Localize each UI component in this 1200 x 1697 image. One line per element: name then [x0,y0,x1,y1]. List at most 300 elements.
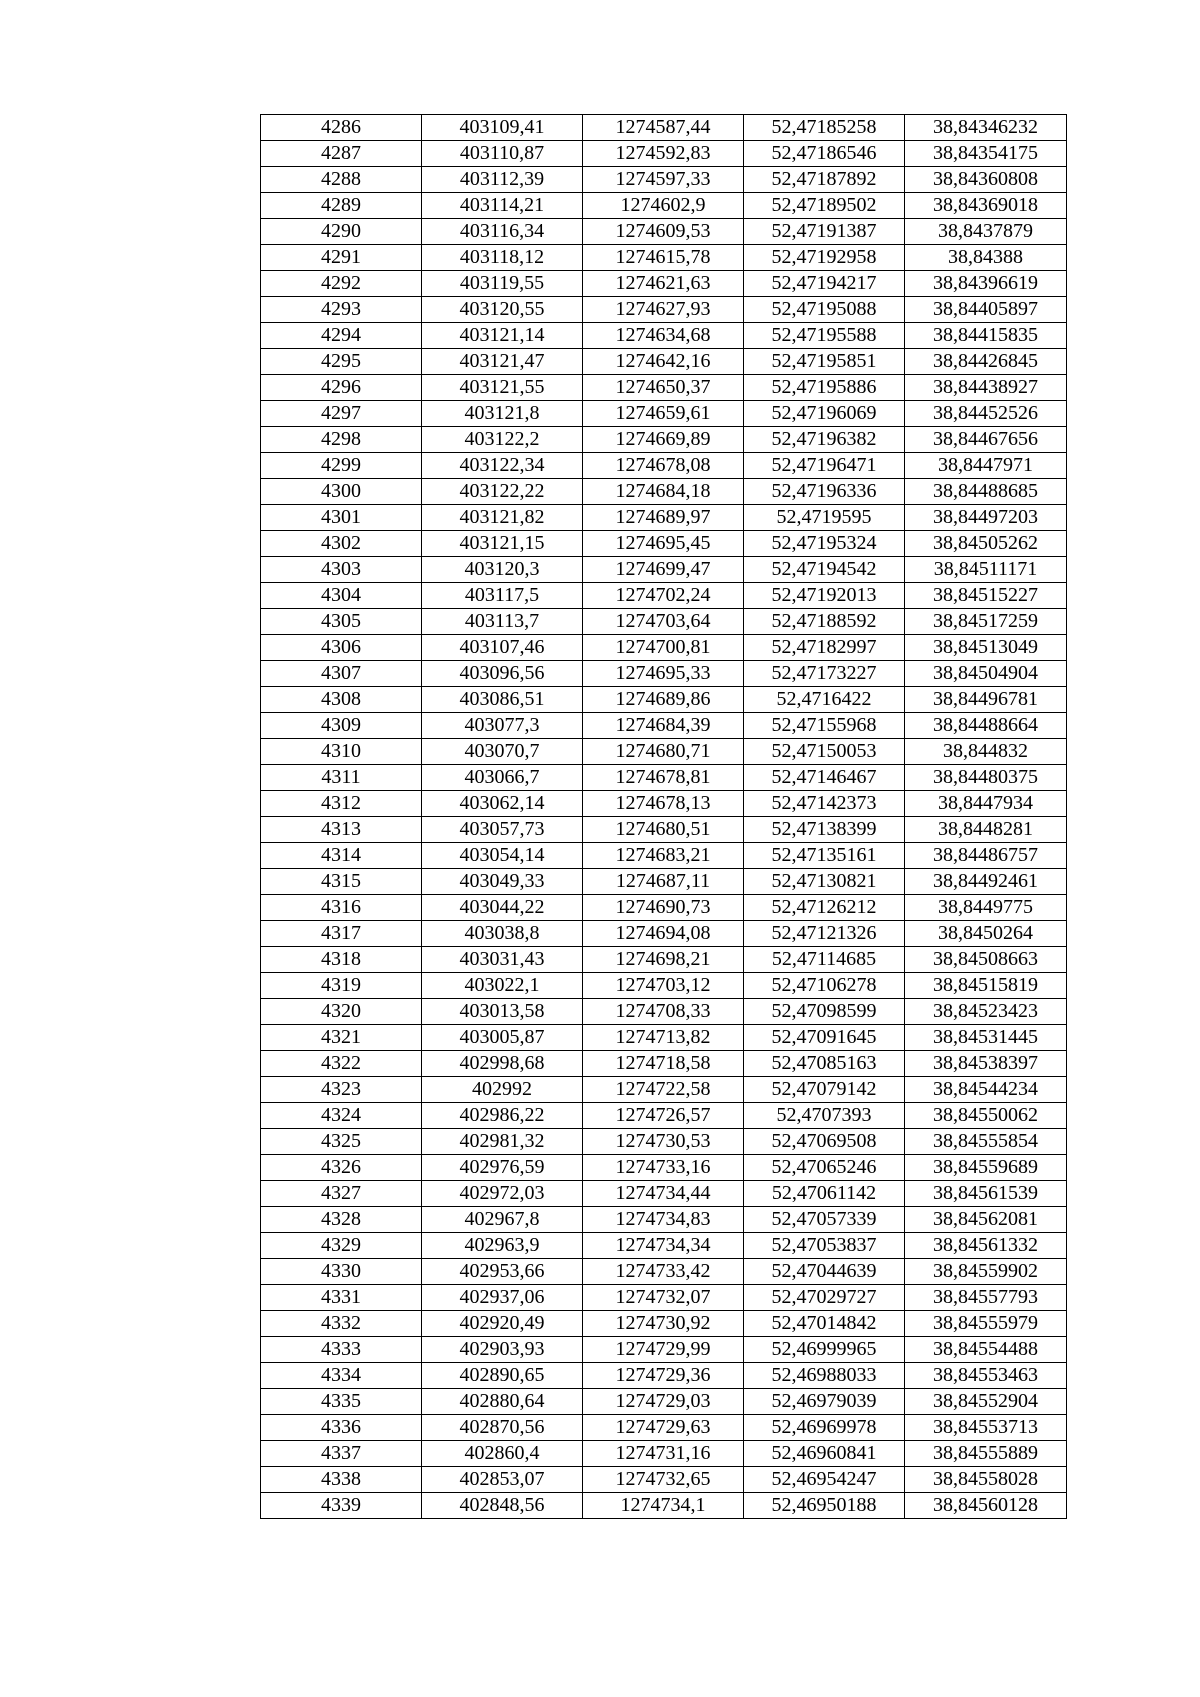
x-coordinate-cell: 402848,56 [422,1493,583,1519]
table-row [261,1415,1067,1441]
table-row [261,193,1067,219]
latitude-cell: 52,47188592 [744,609,905,635]
longitude-cell: 38,84511171 [905,557,1067,583]
latitude-cell: 52,4719595 [744,505,905,531]
point-number-cell: 4327 [261,1181,422,1207]
y-coordinate-cell: 1274683,21 [583,843,744,869]
latitude-cell: 52,47194217 [744,271,905,297]
table-row [261,869,1067,895]
point-number-cell: 4320 [261,999,422,1025]
point-number-cell: 4336 [261,1415,422,1441]
latitude-cell: 52,47195324 [744,531,905,557]
point-number-cell: 4333 [261,1337,422,1363]
table-row [261,1129,1067,1155]
table-row [261,1155,1067,1181]
point-number-cell: 4324 [261,1103,422,1129]
longitude-cell: 38,84438927 [905,375,1067,401]
point-number-cell: 4298 [261,427,422,453]
y-coordinate-cell: 1274730,92 [583,1311,744,1337]
point-number-cell: 4290 [261,219,422,245]
y-coordinate-cell: 1274722,58 [583,1077,744,1103]
longitude-cell: 38,84354175 [905,141,1067,167]
point-number-cell: 4325 [261,1129,422,1155]
x-coordinate-cell: 402880,64 [422,1389,583,1415]
latitude-cell: 52,47187892 [744,167,905,193]
y-coordinate-cell: 1274732,65 [583,1467,744,1493]
longitude-cell: 38,84558028 [905,1467,1067,1493]
y-coordinate-cell: 1274694,08 [583,921,744,947]
x-coordinate-cell: 403121,14 [422,323,583,349]
longitude-cell: 38,84553463 [905,1363,1067,1389]
longitude-cell: 38,84346232 [905,115,1067,141]
table-row [261,765,1067,791]
longitude-cell: 38,84405897 [905,297,1067,323]
x-coordinate-cell: 403122,22 [422,479,583,505]
table-row [261,635,1067,661]
table-row [261,1363,1067,1389]
table-row [261,1337,1067,1363]
x-coordinate-cell: 402903,93 [422,1337,583,1363]
y-coordinate-cell: 1274730,53 [583,1129,744,1155]
x-coordinate-cell: 402967,8 [422,1207,583,1233]
x-coordinate-cell: 403121,82 [422,505,583,531]
longitude-cell: 38,84452526 [905,401,1067,427]
latitude-cell: 52,47085163 [744,1051,905,1077]
table-row [261,817,1067,843]
table-row [261,323,1067,349]
x-coordinate-cell: 402998,68 [422,1051,583,1077]
coordinates-table-body [261,115,1067,1519]
point-number-cell: 4306 [261,635,422,661]
table-row [261,713,1067,739]
latitude-cell: 52,47196069 [744,401,905,427]
point-number-cell: 4307 [261,661,422,687]
point-number-cell: 4318 [261,947,422,973]
y-coordinate-cell: 1274680,51 [583,817,744,843]
x-coordinate-cell: 403022,1 [422,973,583,999]
x-coordinate-cell: 402870,56 [422,1415,583,1441]
longitude-cell: 38,8450264 [905,921,1067,947]
longitude-cell: 38,84559689 [905,1155,1067,1181]
x-coordinate-cell: 403005,87 [422,1025,583,1051]
y-coordinate-cell: 1274732,07 [583,1285,744,1311]
point-number-cell: 4331 [261,1285,422,1311]
latitude-cell: 52,47079142 [744,1077,905,1103]
point-number-cell: 4335 [261,1389,422,1415]
table-row [261,739,1067,765]
y-coordinate-cell: 1274650,37 [583,375,744,401]
latitude-cell: 52,47196382 [744,427,905,453]
point-number-cell: 4338 [261,1467,422,1493]
longitude-cell: 38,84561539 [905,1181,1067,1207]
x-coordinate-cell: 403049,33 [422,869,583,895]
latitude-cell: 52,47044639 [744,1259,905,1285]
longitude-cell: 38,84552904 [905,1389,1067,1415]
point-number-cell: 4328 [261,1207,422,1233]
latitude-cell: 52,47142373 [744,791,905,817]
point-number-cell: 4326 [261,1155,422,1181]
table-row [261,1025,1067,1051]
latitude-cell: 52,47196336 [744,479,905,505]
longitude-cell: 38,84492461 [905,869,1067,895]
latitude-cell: 52,47065246 [744,1155,905,1181]
x-coordinate-cell: 402986,22 [422,1103,583,1129]
point-number-cell: 4296 [261,375,422,401]
point-number-cell: 4309 [261,713,422,739]
latitude-cell: 52,47189502 [744,193,905,219]
table-row [261,583,1067,609]
latitude-cell: 52,47014842 [744,1311,905,1337]
point-number-cell: 4315 [261,869,422,895]
y-coordinate-cell: 1274734,1 [583,1493,744,1519]
x-coordinate-cell: 402920,49 [422,1311,583,1337]
point-number-cell: 4316 [261,895,422,921]
x-coordinate-cell: 402963,9 [422,1233,583,1259]
y-coordinate-cell: 1274684,39 [583,713,744,739]
latitude-cell: 52,47195088 [744,297,905,323]
longitude-cell: 38,84497203 [905,505,1067,531]
point-number-cell: 4304 [261,583,422,609]
y-coordinate-cell: 1274627,93 [583,297,744,323]
point-number-cell: 4334 [261,1363,422,1389]
latitude-cell: 52,47029727 [744,1285,905,1311]
latitude-cell: 52,46954247 [744,1467,905,1493]
latitude-cell: 52,47146467 [744,765,905,791]
latitude-cell: 52,46950188 [744,1493,905,1519]
latitude-cell: 52,46979039 [744,1389,905,1415]
y-coordinate-cell: 1274729,99 [583,1337,744,1363]
latitude-cell: 52,47130821 [744,869,905,895]
coordinates-table [260,114,1067,1519]
x-coordinate-cell: 403044,22 [422,895,583,921]
longitude-cell: 38,84538397 [905,1051,1067,1077]
point-number-cell: 4291 [261,245,422,271]
table-row [261,1103,1067,1129]
longitude-cell: 38,8447971 [905,453,1067,479]
y-coordinate-cell: 1274729,63 [583,1415,744,1441]
table-row [261,1259,1067,1285]
point-number-cell: 4330 [261,1259,422,1285]
y-coordinate-cell: 1274734,83 [583,1207,744,1233]
latitude-cell: 52,47121326 [744,921,905,947]
point-number-cell: 4321 [261,1025,422,1051]
table-row [261,453,1067,479]
latitude-cell: 52,4707393 [744,1103,905,1129]
table-row [261,349,1067,375]
table-row [261,999,1067,1025]
longitude-cell: 38,84559902 [905,1259,1067,1285]
latitude-cell: 52,47106278 [744,973,905,999]
longitude-cell: 38,8448281 [905,817,1067,843]
x-coordinate-cell: 403077,3 [422,713,583,739]
longitude-cell: 38,84555889 [905,1441,1067,1467]
y-coordinate-cell: 1274700,81 [583,635,744,661]
y-coordinate-cell: 1274731,16 [583,1441,744,1467]
x-coordinate-cell: 403122,34 [422,453,583,479]
table-row [261,661,1067,687]
x-coordinate-cell: 403119,55 [422,271,583,297]
x-coordinate-cell: 403013,58 [422,999,583,1025]
x-coordinate-cell: 403121,8 [422,401,583,427]
point-number-cell: 4313 [261,817,422,843]
longitude-cell: 38,84488664 [905,713,1067,739]
y-coordinate-cell: 1274729,03 [583,1389,744,1415]
point-number-cell: 4292 [261,271,422,297]
latitude-cell: 52,47192013 [744,583,905,609]
latitude-cell: 52,47195886 [744,375,905,401]
longitude-cell: 38,84550062 [905,1103,1067,1129]
latitude-cell: 52,47173227 [744,661,905,687]
latitude-cell: 52,47057339 [744,1207,905,1233]
longitude-cell: 38,84553713 [905,1415,1067,1441]
x-coordinate-cell: 403057,73 [422,817,583,843]
point-number-cell: 4305 [261,609,422,635]
y-coordinate-cell: 1274592,83 [583,141,744,167]
x-coordinate-cell: 402981,32 [422,1129,583,1155]
latitude-cell: 52,46999965 [744,1337,905,1363]
x-coordinate-cell: 403031,43 [422,947,583,973]
longitude-cell: 38,84513049 [905,635,1067,661]
point-number-cell: 4329 [261,1233,422,1259]
table-row [261,1077,1067,1103]
table-row [261,1233,1067,1259]
latitude-cell: 52,47196471 [744,453,905,479]
point-number-cell: 4295 [261,349,422,375]
x-coordinate-cell: 403122,2 [422,427,583,453]
y-coordinate-cell: 1274678,13 [583,791,744,817]
longitude-cell: 38,84544234 [905,1077,1067,1103]
y-coordinate-cell: 1274690,73 [583,895,744,921]
longitude-cell: 38,8449775 [905,895,1067,921]
point-number-cell: 4300 [261,479,422,505]
longitude-cell: 38,84467656 [905,427,1067,453]
longitude-cell: 38,84562081 [905,1207,1067,1233]
y-coordinate-cell: 1274699,47 [583,557,744,583]
latitude-cell: 52,47194542 [744,557,905,583]
longitude-cell: 38,84555854 [905,1129,1067,1155]
longitude-cell: 38,84504904 [905,661,1067,687]
longitude-cell: 38,84488685 [905,479,1067,505]
longitude-cell: 38,84369018 [905,193,1067,219]
table-row [261,115,1067,141]
latitude-cell: 52,47195588 [744,323,905,349]
longitude-cell: 38,84415835 [905,323,1067,349]
x-coordinate-cell: 403070,7 [422,739,583,765]
y-coordinate-cell: 1274733,42 [583,1259,744,1285]
table-row [261,271,1067,297]
longitude-cell: 38,84486757 [905,843,1067,869]
table-row [261,297,1067,323]
x-coordinate-cell: 403054,14 [422,843,583,869]
x-coordinate-cell: 403038,8 [422,921,583,947]
x-coordinate-cell: 403120,3 [422,557,583,583]
latitude-cell: 52,47186546 [744,141,905,167]
point-number-cell: 4308 [261,687,422,713]
point-number-cell: 4337 [261,1441,422,1467]
longitude-cell: 38,84426845 [905,349,1067,375]
latitude-cell: 52,47061142 [744,1181,905,1207]
x-coordinate-cell: 403116,34 [422,219,583,245]
latitude-cell: 52,47138399 [744,817,905,843]
x-coordinate-cell: 403114,21 [422,193,583,219]
latitude-cell: 52,47195851 [744,349,905,375]
x-coordinate-cell: 403117,5 [422,583,583,609]
y-coordinate-cell: 1274615,78 [583,245,744,271]
table-row [261,921,1067,947]
table-row [261,947,1067,973]
longitude-cell: 38,84555979 [905,1311,1067,1337]
point-number-cell: 4293 [261,297,422,323]
x-coordinate-cell: 403121,55 [422,375,583,401]
y-coordinate-cell: 1274684,18 [583,479,744,505]
y-coordinate-cell: 1274734,34 [583,1233,744,1259]
y-coordinate-cell: 1274669,89 [583,427,744,453]
x-coordinate-cell: 403110,87 [422,141,583,167]
y-coordinate-cell: 1274659,61 [583,401,744,427]
latitude-cell: 52,47135161 [744,843,905,869]
longitude-cell: 38,84360808 [905,167,1067,193]
table-row [261,219,1067,245]
longitude-cell: 38,84505262 [905,531,1067,557]
table-row [261,1207,1067,1233]
y-coordinate-cell: 1274602,9 [583,193,744,219]
point-number-cell: 4303 [261,557,422,583]
point-number-cell: 4301 [261,505,422,531]
x-coordinate-cell: 402890,65 [422,1363,583,1389]
y-coordinate-cell: 1274678,08 [583,453,744,479]
y-coordinate-cell: 1274642,16 [583,349,744,375]
y-coordinate-cell: 1274726,57 [583,1103,744,1129]
x-coordinate-cell: 403107,46 [422,635,583,661]
x-coordinate-cell: 403112,39 [422,167,583,193]
y-coordinate-cell: 1274702,24 [583,583,744,609]
table-row [261,1285,1067,1311]
x-coordinate-cell: 403120,55 [422,297,583,323]
point-number-cell: 4310 [261,739,422,765]
latitude-cell: 52,46988033 [744,1363,905,1389]
longitude-cell: 38,8447934 [905,791,1067,817]
point-number-cell: 4332 [261,1311,422,1337]
longitude-cell: 38,84557793 [905,1285,1067,1311]
x-coordinate-cell: 403118,12 [422,245,583,271]
x-coordinate-cell: 402992 [422,1077,583,1103]
longitude-cell: 38,84396619 [905,271,1067,297]
x-coordinate-cell: 403086,51 [422,687,583,713]
latitude-cell: 52,47185258 [744,115,905,141]
table-row [261,973,1067,999]
x-coordinate-cell: 402853,07 [422,1467,583,1493]
y-coordinate-cell: 1274678,81 [583,765,744,791]
longitude-cell: 38,84388 [905,245,1067,271]
longitude-cell: 38,84517259 [905,609,1067,635]
point-number-cell: 4323 [261,1077,422,1103]
x-coordinate-cell: 403066,7 [422,765,583,791]
longitude-cell: 38,84554488 [905,1337,1067,1363]
y-coordinate-cell: 1274708,33 [583,999,744,1025]
point-number-cell: 4322 [261,1051,422,1077]
latitude-cell: 52,47191387 [744,219,905,245]
table-row [261,1311,1067,1337]
table-row [261,895,1067,921]
x-coordinate-cell: 402937,06 [422,1285,583,1311]
x-coordinate-cell: 402953,66 [422,1259,583,1285]
y-coordinate-cell: 1274687,11 [583,869,744,895]
y-coordinate-cell: 1274733,16 [583,1155,744,1181]
latitude-cell: 52,46969978 [744,1415,905,1441]
y-coordinate-cell: 1274689,86 [583,687,744,713]
longitude-cell: 38,84561332 [905,1233,1067,1259]
latitude-cell: 52,47192958 [744,245,905,271]
x-coordinate-cell: 403121,47 [422,349,583,375]
table-row [261,375,1067,401]
x-coordinate-cell: 402860,4 [422,1441,583,1467]
table-row [261,1441,1067,1467]
longitude-cell: 38,84508663 [905,947,1067,973]
latitude-cell: 52,47126212 [744,895,905,921]
point-number-cell: 4314 [261,843,422,869]
table-row [261,687,1067,713]
y-coordinate-cell: 1274587,44 [583,115,744,141]
table-row [261,245,1067,271]
latitude-cell: 52,47150053 [744,739,905,765]
y-coordinate-cell: 1274713,82 [583,1025,744,1051]
table-row [261,401,1067,427]
x-coordinate-cell: 403109,41 [422,115,583,141]
table-row [261,1467,1067,1493]
table-row [261,1493,1067,1519]
y-coordinate-cell: 1274609,53 [583,219,744,245]
table-row [261,609,1067,635]
longitude-cell: 38,8437879 [905,219,1067,245]
point-number-cell: 4339 [261,1493,422,1519]
y-coordinate-cell: 1274634,68 [583,323,744,349]
table-row [261,843,1067,869]
point-number-cell: 4294 [261,323,422,349]
table-row [261,791,1067,817]
table-row [261,1181,1067,1207]
table-row [261,505,1067,531]
longitude-cell: 38,84531445 [905,1025,1067,1051]
y-coordinate-cell: 1274703,12 [583,973,744,999]
latitude-cell: 52,47155968 [744,713,905,739]
point-number-cell: 4312 [261,791,422,817]
point-number-cell: 4311 [261,765,422,791]
x-coordinate-cell: 402972,03 [422,1181,583,1207]
latitude-cell: 52,46960841 [744,1441,905,1467]
latitude-cell: 52,47053837 [744,1233,905,1259]
point-number-cell: 4287 [261,141,422,167]
point-number-cell: 4289 [261,193,422,219]
y-coordinate-cell: 1274695,33 [583,661,744,687]
x-coordinate-cell: 403062,14 [422,791,583,817]
latitude-cell: 52,47182997 [744,635,905,661]
longitude-cell: 38,84560128 [905,1493,1067,1519]
y-coordinate-cell: 1274729,36 [583,1363,744,1389]
point-number-cell: 4299 [261,453,422,479]
longitude-cell: 38,84523423 [905,999,1067,1025]
longitude-cell: 38,844832 [905,739,1067,765]
y-coordinate-cell: 1274695,45 [583,531,744,557]
y-coordinate-cell: 1274621,63 [583,271,744,297]
longitude-cell: 38,84480375 [905,765,1067,791]
table-row [261,531,1067,557]
y-coordinate-cell: 1274597,33 [583,167,744,193]
point-number-cell: 4297 [261,401,422,427]
point-number-cell: 4286 [261,115,422,141]
point-number-cell: 4302 [261,531,422,557]
y-coordinate-cell: 1274734,44 [583,1181,744,1207]
table-row [261,1389,1067,1415]
